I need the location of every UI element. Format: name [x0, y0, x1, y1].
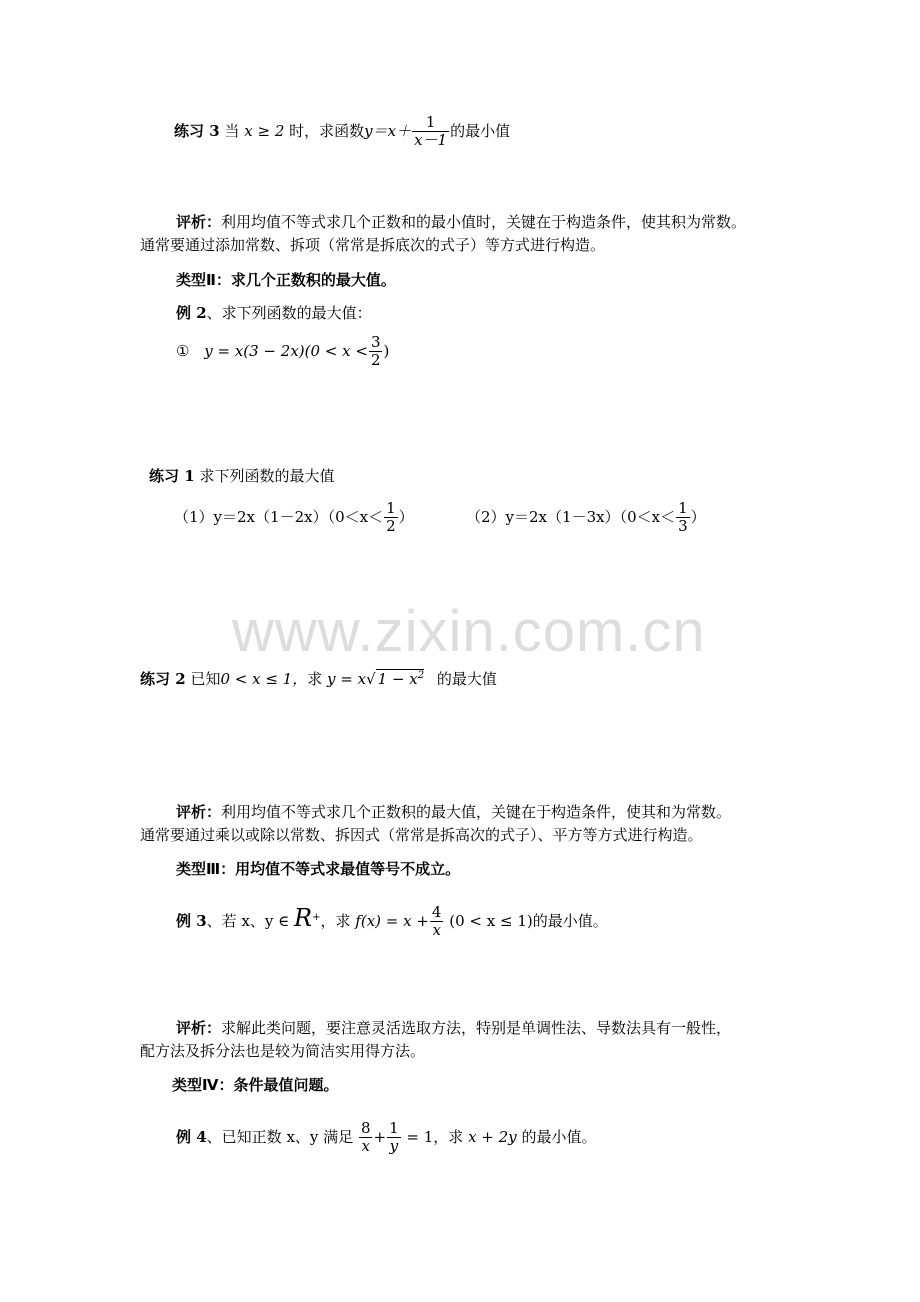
fraction-numerator: 1: [386, 499, 396, 517]
watermark: www.zixin.com.cn: [232, 599, 706, 664]
practice-1-q1-post: ）: [398, 507, 414, 526]
example-4-post: 的最小值。: [521, 1127, 597, 1146]
practice-2-condition: 0 < x ≤ 1，: [220, 670, 308, 688]
practice-1-q2-fraction: [676, 500, 690, 536]
example-4-eq: = 1，求: [406, 1127, 464, 1146]
sqrt-body: [376, 669, 424, 688]
example-4-pre: 、已知正数 x、y 满足: [206, 1127, 354, 1146]
practice-1-q2: [466, 500, 706, 536]
type-4-heading: 类型Ⅳ：条件最值问题。: [172, 1076, 339, 1094]
comment-1-text-2: 通常要通过添加常数、拆项（常常是拆底次的式子）等方式进行构造。: [140, 236, 606, 254]
practice-2-line: [140, 664, 497, 691]
practice-3-condition: x ≥ 2: [244, 121, 285, 140]
comment-3-text-1: 求解此类问题，要注意灵活选取方法，特别是单调性法、导数法具有一般性，: [221, 1019, 732, 1037]
example-4-target: x + 2y: [468, 1127, 517, 1146]
fraction-denominator: x: [432, 921, 441, 940]
practice-3-fraction: [412, 114, 449, 150]
comment-2-line-2: [140, 823, 703, 847]
real-set-superscript: +: [312, 911, 321, 923]
example-3-pre: 、若 x、y ∈: [206, 911, 290, 930]
plus-sign: +: [373, 1127, 387, 1146]
practice-3-mid: 时，求函数: [289, 121, 365, 140]
circled-one-marker: ①: [176, 341, 190, 360]
example-3-condition: (0 < x ≤ 1): [449, 911, 533, 930]
example-2-close: ): [383, 341, 390, 360]
practice-3-function: y＝x＋: [364, 121, 412, 140]
practice-1-q1: [174, 500, 414, 536]
example-3-mid: ，求: [320, 911, 351, 930]
comment-3-line-1: [176, 1016, 731, 1040]
fraction-denominator: 2: [370, 351, 381, 370]
practice-2-label: 练习 2: [140, 670, 186, 688]
example-3-formula: f(x) = x +: [355, 911, 429, 930]
type-3-heading: 类型Ⅲ：用均值不等式求最值等号不成立。: [176, 860, 461, 878]
example-2-formula: y = x(3 − 2x)(0 < x <: [204, 341, 368, 360]
comment-2-line-1: [176, 800, 731, 824]
comment-2-label: 评析：: [176, 803, 222, 821]
practice-2-pre: 已知: [190, 670, 221, 688]
fraction-denominator: 3: [678, 517, 688, 536]
fraction-numerator: 1: [389, 1119, 399, 1137]
practice-2-formula: y = x: [327, 670, 367, 688]
practice-1-line: [149, 464, 334, 488]
example-4-fraction-2: [387, 1120, 401, 1156]
sqrt-body-text: 1 − x: [377, 670, 418, 688]
comment-3-line-2: [140, 1039, 425, 1063]
fraction-numerator: 1: [412, 114, 449, 132]
example-2-line: [176, 301, 372, 325]
practice-3-line: [174, 114, 510, 150]
comment-1-text-1: 利用均值不等式求几个正数和的最小值时，关键在于构造条件，使其积为常数。: [221, 213, 747, 231]
example-3-label: 例 3: [176, 911, 207, 930]
comment-3-label: 评析：: [176, 1019, 222, 1037]
example-4-fraction-1: [359, 1120, 373, 1156]
practice-1-label: 练习 1: [149, 467, 195, 485]
practice-3-post: 的最小值: [450, 121, 511, 140]
fraction-numerator: 8: [360, 1119, 371, 1137]
sqrt-sign: √: [366, 670, 376, 688]
practice-1-q1-text: （1）y＝2x（1－2x）（0＜x＜: [174, 507, 384, 526]
fraction-denominator: 2: [386, 517, 396, 536]
type-2-heading: 类型Ⅱ：求几个正数积的最大值。: [176, 271, 396, 289]
example-3-fraction: [430, 904, 444, 940]
example-2-item: [176, 334, 389, 370]
comment-3-text-2: 配方法及拆分法也是较为简洁实用得方法。: [140, 1042, 426, 1060]
fraction-numerator: 3: [370, 333, 381, 351]
comment-1-line-2: [140, 233, 605, 257]
practice-3-label: 练习 3: [174, 121, 220, 140]
sqrt-exponent: 2: [417, 670, 425, 681]
comment-2-text-1: 利用均值不等式求几个正数积的最大值，关键在于构造条件，使其和为常数。: [221, 803, 732, 821]
example-3-post: 的最小值。: [532, 911, 608, 930]
comment-1-label: 评析：: [176, 213, 222, 231]
example-4-label: 例 4: [176, 1127, 207, 1146]
fraction-denominator: x: [361, 1137, 370, 1156]
fraction-numerator: 4: [431, 903, 442, 921]
practice-1-q1-fraction: [384, 500, 398, 536]
example-2-label: 例 2: [176, 304, 207, 322]
example-2-text: 、求下列函数的最大值：: [206, 304, 372, 322]
practice-1-q2-text: （2）y＝2x（1－3x）（0＜x＜: [466, 507, 676, 526]
comment-2-text-2: 通常要通过乘以或除以常数、拆因式（常常是拆高次的式子）、平方等方式进行构造。: [140, 826, 703, 844]
example-4-line: [176, 1120, 596, 1156]
practice-3-pre: 当: [224, 121, 240, 140]
example-3-line: [176, 904, 608, 940]
fraction-denominator: x－1: [414, 131, 448, 150]
fraction-numerator: 1: [678, 499, 688, 517]
real-set-symbol: R: [294, 903, 313, 932]
practice-1-q2-post: ）: [690, 507, 706, 526]
fraction-denominator: y: [389, 1137, 399, 1156]
practice-2-post: 的最大值: [436, 670, 497, 688]
comment-1-line-1: [176, 210, 746, 234]
practice-1-text: 求下列函数的最大值: [199, 467, 335, 485]
practice-2-mid: 求: [307, 670, 323, 688]
example-2-fraction: [369, 334, 383, 370]
